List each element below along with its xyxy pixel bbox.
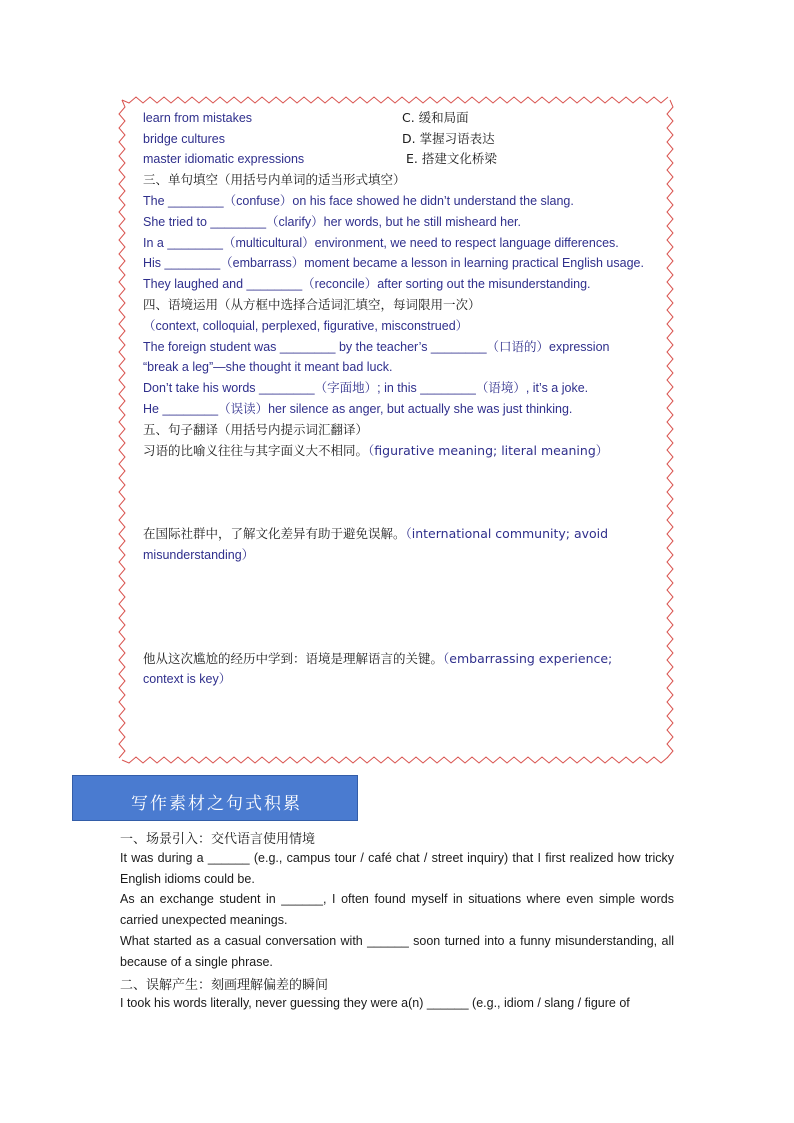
translation-2-zh: 在国际社群中，了解文化差异有助于避免误解。 — [143, 526, 406, 541]
writing-part1-item-1: It was during a ______ (e.g., campus tour / café chat / street inquiry) that I first realized how tricky English idioms could be. — [120, 851, 674, 886]
section3-item-4: His ________（embarrass）moment became a lesson in learning practical English usage. — [143, 256, 644, 270]
section4-item-1: The foreign student was ________ by the teacher’s ________（口语的）expression — [143, 340, 610, 354]
section4-title: 四、语境运用（从方框中选择合适词汇填空，每词限用一次） — [143, 297, 481, 312]
zigzag-edge — [122, 97, 668, 103]
translation-1 — [143, 441, 608, 461]
writing-part1-item-2: As an exchange student in ______, I often found myself in situations where even simple words carried unexpected meanings. — [120, 892, 674, 927]
translation-3-hint: （embarrassing experience; — [443, 651, 613, 666]
translation-1-hint: （figurative meaning; literal meaning） — [368, 443, 609, 458]
translation-2-hint: （international community; avoid — [405, 526, 609, 541]
banner-title: 写作素材之句式积累 — [131, 794, 302, 814]
section5-title: 五、句子翻译（用括号内提示词汇翻译） — [143, 422, 369, 437]
writing-part2-title: 二、误解产生：刻画理解偏差的瞬间 — [120, 978, 329, 993]
matching-right-3: E. 搭建文化桥梁 — [406, 151, 497, 166]
translation-3 — [143, 649, 612, 669]
section3-item-1: The ________（confuse）on his face showed he didn’t understand the slang. — [143, 194, 574, 208]
section3-item-3: In a ________（multicultural）environment, we need to respect language differences. — [143, 236, 619, 250]
writing-part2-item-1: I took his words literally, never guessing they were a(n) ______ (e.g., idiom / slang / figure of — [120, 996, 630, 1010]
matching-left-1: learn from mistakes — [143, 111, 253, 125]
translation-1-zh: 习语的比喻义往往与其字面义大不相同。 — [143, 443, 369, 458]
matching-left-3: master idiomatic expressions — [143, 152, 305, 166]
matching-right-2: D. 掌握习语表达 — [402, 131, 495, 146]
section3-title: 三、单句填空（用括号内单词的适当形式填空） — [143, 172, 406, 187]
writing-part1-item-3: What started as a casual conversation with ______ soon turned into a funny misunderstanding, all because of a single phrase. — [120, 934, 674, 969]
section4-wordbox: （context, colloquial, perplexed, figurative, misconstrued） — [143, 319, 469, 333]
zigzag-edge — [119, 100, 125, 758]
zigzag-edge — [122, 757, 668, 763]
section-banner — [72, 775, 358, 821]
matching-left-2: bridge cultures — [143, 132, 225, 146]
translation-2-hint-cont: misunderstanding） — [143, 548, 255, 562]
section4-item-3: He ________（误读）her silence as anger, but actually she was just thinking. — [143, 402, 573, 416]
section4-item-1-cont: “break a leg”—she thought it meant bad luck. — [143, 360, 393, 374]
translation-3-zh: 他从这次尴尬的经历中学到：语境是理解语言的关键。 — [143, 651, 444, 666]
section3-item-5: They laughed and ________（reconcile）after sorting out the misunderstanding. — [143, 277, 591, 291]
zigzag-edge — [667, 100, 673, 758]
translation-3-hint-cont: context is key） — [143, 672, 232, 686]
section3-item-2: She tried to ________（clarify）her words, but he still misheard her. — [143, 215, 521, 229]
matching-right-1: C. 缓和局面 — [402, 110, 469, 125]
writing-part1-title: 一、场景引入：交代语言使用情境 — [120, 832, 316, 847]
translation-2 — [143, 524, 608, 544]
section4-item-2: Don’t take his words ________（字面地）; in this ________（语境）, it’s a joke. — [143, 381, 589, 395]
